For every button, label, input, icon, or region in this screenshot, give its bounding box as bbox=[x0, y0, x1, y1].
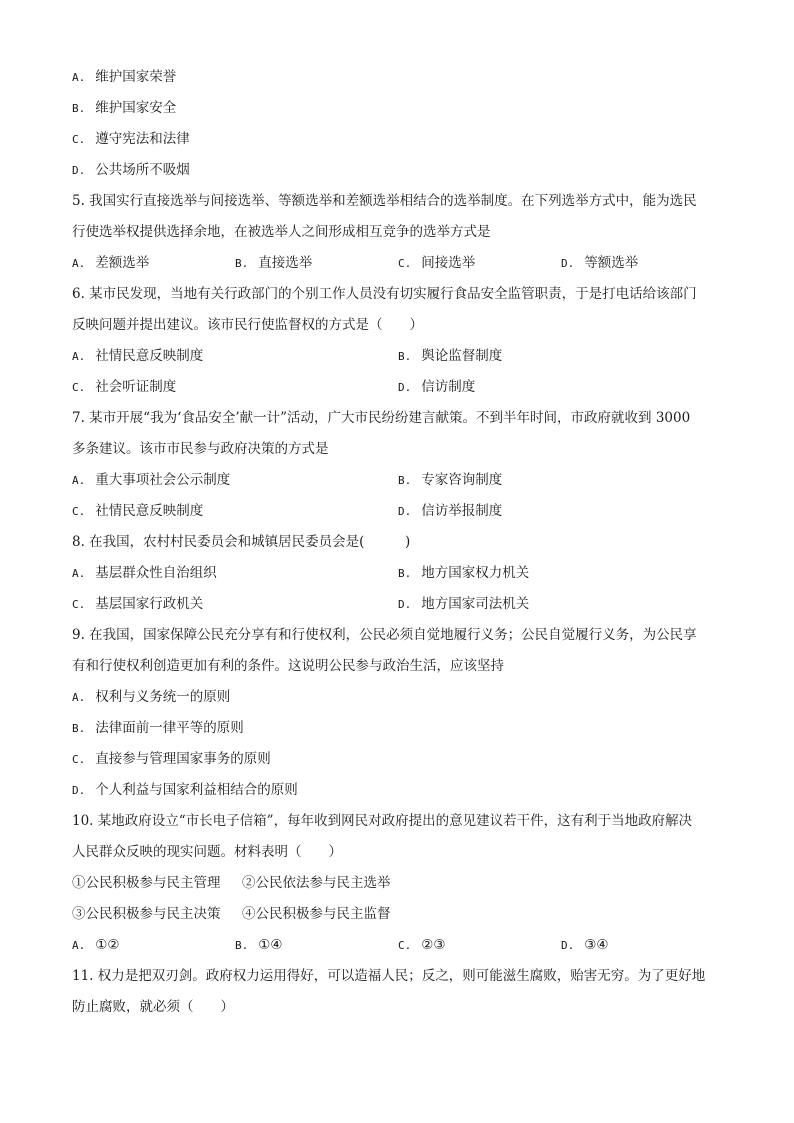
q8-option-d: D. 地方国家司法机关 bbox=[398, 596, 530, 612]
q7-option-a: A. 重大事项社会公示制度 bbox=[72, 472, 231, 488]
q7-stem-line-2: 多条建议。该市市民参与政府决策的方式是 bbox=[72, 441, 329, 457]
q4-option-d: D. 公共场所不吸烟 bbox=[72, 162, 190, 178]
q10-item-3: ③公民积极参与民主决策 bbox=[72, 906, 221, 922]
q10-option-b: B. ①④ bbox=[235, 937, 283, 953]
q5-option-b: B. 直接选举 bbox=[235, 255, 313, 271]
q5-stem-line-2: 行使选举权提供选择余地，在被选举人之间形成相互竞争的选举方式是 bbox=[72, 224, 491, 240]
q7-options-row-2 bbox=[72, 496, 724, 527]
q6-option-c: C. 社会听证制度 bbox=[72, 379, 177, 395]
q10-item-1: ①公民积极参与民主管理 bbox=[72, 875, 221, 891]
q4-option-c: C. 遵守宪法和法律 bbox=[72, 131, 190, 147]
q10-item-4: ④公民积极参与民主监督 bbox=[242, 906, 391, 922]
q9-option-a: A. 权利与义务统一的原则 bbox=[72, 689, 231, 705]
q7-stem-line-1: 7. 某市开展“我为‘食品安全’献一计”活动，广大市民纷纷建言献策。不到半年时间，市政府就收到 3000 bbox=[72, 410, 691, 426]
q6-stem-line-1: 6. 某市民发现，当地有关行政部门的个别工作人员没有切实履行食品安全监管职责，于是打电话给该部门 bbox=[72, 286, 697, 302]
q9-stem-line-2: 有和行使权利创造更加有利的条件。这说明公民参与政治生活，应该坚持 bbox=[72, 658, 504, 674]
q11-stem-line-2: 防止腐败，就必须（ ） bbox=[72, 999, 234, 1015]
q6-option-b: B. 舆论监督制度 bbox=[398, 348, 503, 364]
q8-option-a: A. 基层群众性自治组织 bbox=[72, 565, 217, 581]
q5-option-c: C. 间接选举 bbox=[398, 255, 476, 271]
q10-option-d: D. ③④ bbox=[561, 937, 609, 953]
q5-stem-line-1: 5. 我国实行直接选举与间接选举、等额选举和差额选举相结合的选举制度。在下列选举方式中，能为选民 bbox=[72, 193, 697, 209]
q10-items-row-2 bbox=[72, 899, 724, 930]
q9-option-d: D. 个人利益与国家利益相结合的原则 bbox=[72, 782, 298, 798]
q6-option-a: A. 社情民意反映制度 bbox=[72, 348, 204, 364]
q9-option-b: B. 法律面前一律平等的原则 bbox=[72, 720, 244, 736]
q7-option-d: D. 信访举报制度 bbox=[398, 503, 503, 519]
q9-option-c: C. 直接参与管理国家事务的原则 bbox=[72, 751, 271, 767]
q8-stem-line-1: 8. 在我国，农村村民委员会和城镇居民委员会是( ) bbox=[72, 534, 411, 550]
q10-stem-line-2: 人民群众反映的现实问题。材料表明（ ） bbox=[72, 844, 342, 860]
q6-stem-line-2: 反映问题并提出建议。该市民行使监督权的方式是（ ） bbox=[72, 317, 423, 333]
q5-options bbox=[72, 248, 724, 279]
q10-stem-line-1: 10. 某地政府设立“市长电子信箱”，每年收到网民对政府提出的意见建议若干件，这有利于当地政府解决 bbox=[72, 813, 693, 829]
q6-options-row-2 bbox=[72, 372, 724, 403]
q8-option-b: B. 地方国家权力机关 bbox=[398, 565, 530, 581]
q9-stem-line-1: 9. 在我国，国家保障公民充分享有和行使权利，公民必须自觉地履行义务；公民自觉履行义务，为公民享 bbox=[72, 627, 697, 643]
exam-page bbox=[72, 62, 724, 1023]
q6-option-d: D. 信访制度 bbox=[398, 379, 476, 395]
q8-options-row-2 bbox=[72, 589, 724, 620]
q7-option-b: B. 专家咨询制度 bbox=[398, 472, 503, 488]
q10-item-2: ②公民依法参与民主选举 bbox=[242, 875, 391, 891]
q7-option-c: C. 社情民意反映制度 bbox=[72, 503, 204, 519]
q5-option-a: A. 差额选举 bbox=[72, 255, 150, 271]
q8-option-c: C. 基层国家行政机关 bbox=[72, 596, 204, 612]
q4-option-b: B. 维护国家安全 bbox=[72, 100, 177, 116]
q5-option-d: D. 等额选举 bbox=[561, 255, 639, 271]
q10-option-c: C. ②③ bbox=[398, 937, 446, 953]
q11-stem-line-1: 11. 权力是把双刃剑。政府权力运用得好，可以造福人民；反之，则可能滋生腐败，贻害无穷。为了更好地 bbox=[72, 968, 706, 984]
q10-options bbox=[72, 930, 724, 961]
q10-items-row-1 bbox=[72, 868, 724, 899]
q7-options-row-1 bbox=[72, 465, 724, 496]
q4-option-a: A. 维护国家荣誉 bbox=[72, 69, 177, 85]
q10-option-a: A. ①② bbox=[72, 937, 120, 953]
q6-options-row-1 bbox=[72, 341, 724, 372]
q8-options-row-1 bbox=[72, 558, 724, 589]
